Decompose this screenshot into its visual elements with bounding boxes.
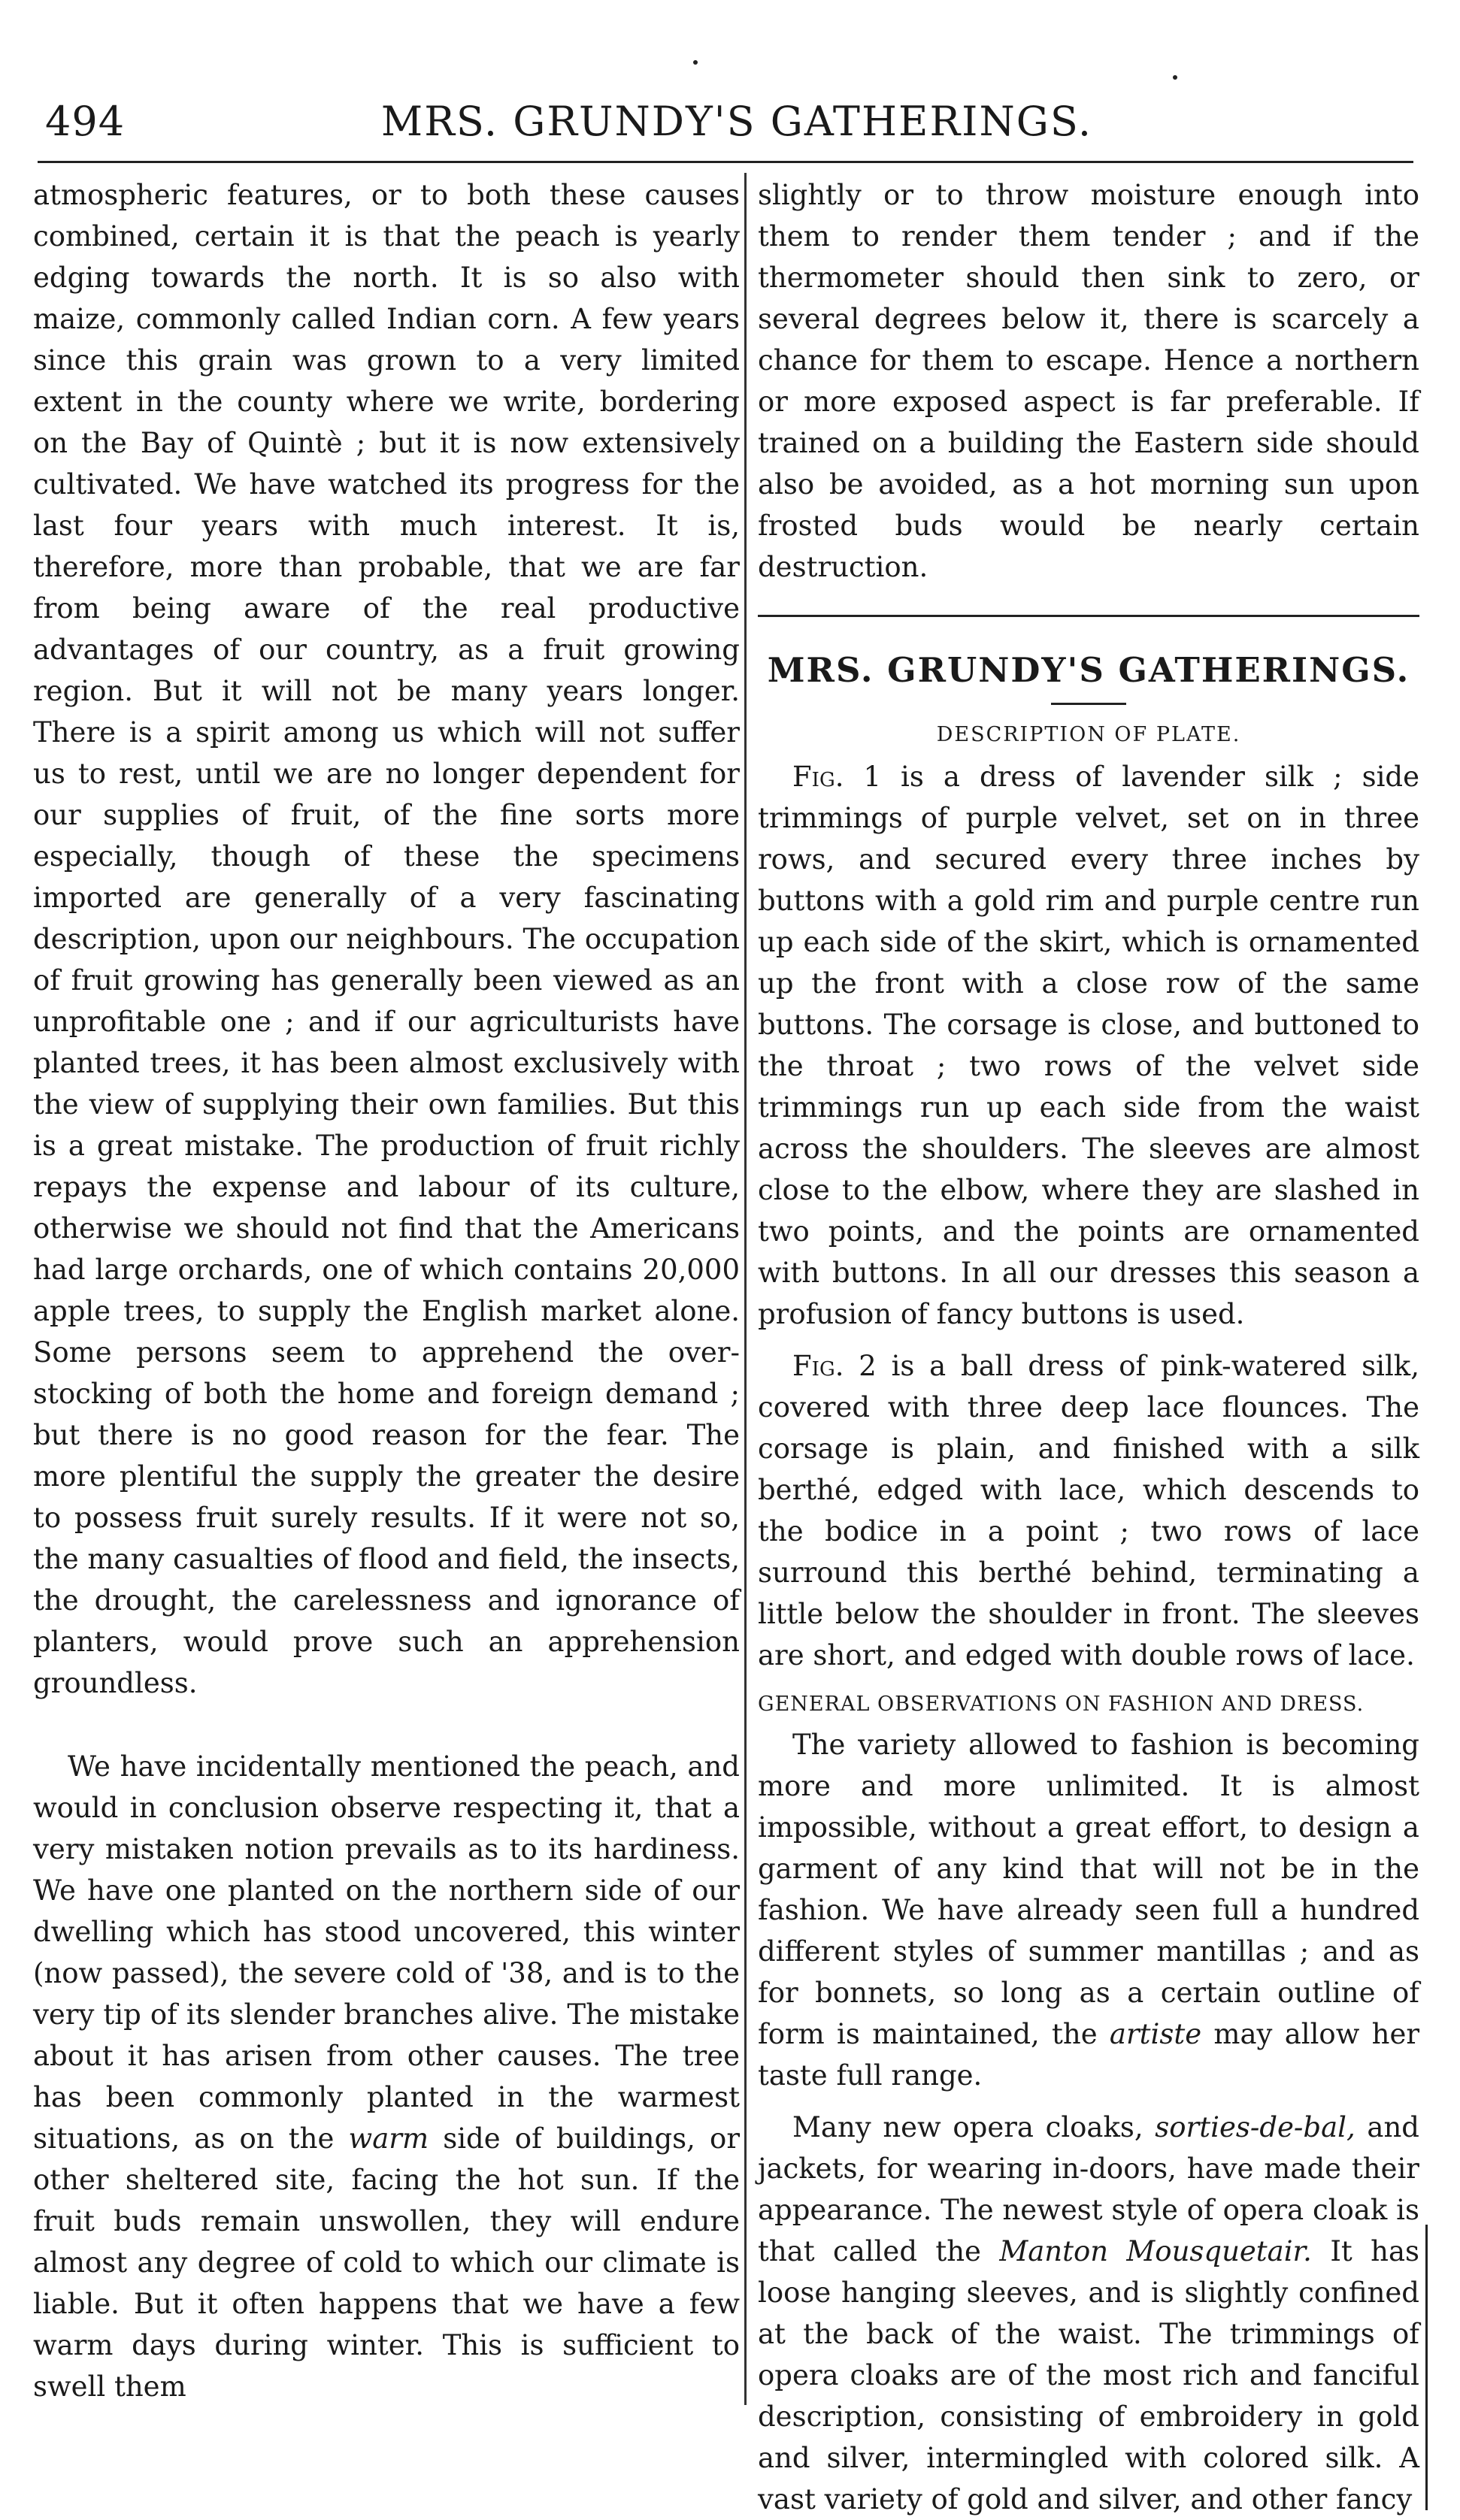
artiste-emphasis: artiste xyxy=(1109,2018,1202,2050)
plate-heading: DESCRIPTION OF PLATE. xyxy=(936,723,1241,746)
general-text-b: may allow her taste full range. xyxy=(758,2018,1420,2092)
paragraph-gap xyxy=(33,1704,740,1746)
running-head: MRS. GRUNDY'S GATHERINGS. xyxy=(380,98,1093,145)
page-number: 494 xyxy=(45,98,126,145)
paragraph-peach-hardiness xyxy=(33,1746,740,2407)
opera-text-a: Many new opera cloaks, xyxy=(792,2111,1143,2143)
column-divider xyxy=(744,173,747,2405)
page-header xyxy=(30,98,1443,158)
general-observations-heading: GENERAL OBSERVATIONS ON FASHION AND DRESS. xyxy=(758,1693,1365,1716)
section-title: MRS. GRUNDY'S GATHERINGS. xyxy=(767,650,1410,690)
fig-1-text: is a dress of lavender silk ; side trimmings of purple velvet, set on in three rows, and secured every three inches by buttons with a gold rim and purple centre run up each side of the skirt, which is ornamented up the front with a close row of the same buttons. The corsage is close, and buttoned to the throat ; two rows of the velvet side trimmings run up each side from the waist across the shoulders. The sleeves are almost close to the elbow, where they are slashed in two points, and the points are ornamented with buttons. In all our dresses this season a profusion of fancy buttons is used. xyxy=(758,761,1419,1330)
paragraph-fruit-growing: atmospheric features, or to both these causes combined, certain it is that the peach is yearly edging towards the north. It is so also with maize, commonly called Indian corn. A few years since this grain was grown to a very limited extent in the county where we write, bordering on the Bay of Quintè ; but it is now extensively cultivated. We have watched its progress for the last four years with much interest. It is, therefore, more than probable, that we are far from being aware of the real productive advantages of our country, as a fruit growing region. But it will not be many years longer. There is a spirit among us which will not suffer us to rest, until we are no longer dependent for our supplies of fruit, of the fine sorts more especially, though of these the specimens imported are generally of a very fascinating description, upon our neighbours. The occupation of fruit growing has generally been viewed as an unprofitable one ; and if our agriculturists have planted trees, it has been almost exclusively with the view of supplying their own families. But this is a great mistake. The production of fruit richly repays the expense and labour of its culture, otherwise we should not find that the Americans had large orchards, one of which contains 20,000 apple trees, to supply the English market alone. Some persons seem to apprehend the over-stocking of both the home and foreign demand ; but there is no good reason for the fear. The more plentiful the supply the greater the desire to possess fruit surely results. If it were not so, the many casualties of flood and field, the insects, the drought, the carelessness and ignorance of planters, would prove such an apprehension groundless. xyxy=(33,179,740,1699)
section-rule xyxy=(758,615,1419,617)
paragraph-continuation: slightly or to throw moisture enough into them to render them tender ; and if the thermometer should then sink to zero, or several degrees below it, there is scarcely a chance for them to escape. Hence a northern or more exposed aspect is far preferable. If trained on a building the Eastern side should also be avoided, as a hot morning sun upon frosted buds would be nearly certain destruction. xyxy=(758,179,1419,583)
fig-2-label: Fig. 2 xyxy=(792,1350,877,1382)
margin-rule xyxy=(1425,2225,1428,2510)
general-text-a: The variety allowed to fashion is becoming more and more unlimited. It is almost impossible, without a great effort, to design a garment of any kind that will not be in the fashion. We have already seen full a hundred different styles of summer mantillas ; and as for bonnets, so long as a certain outline of form is maintained, the xyxy=(758,1729,1419,2050)
paragraph-fig-1 xyxy=(758,756,1419,1335)
sorties-emphasis: sorties-de-bal, xyxy=(1155,2111,1355,2143)
header-rule xyxy=(38,161,1413,163)
fig-2-text: is a ball dress of pink-watered silk, covered with three deep lace flounces. The corsage is plain, and finished with a silk berthé, edged with lace, which descends to the bodice in a point ; two rows of lace surround this berthé behind, terminating a little below the shoulder in front. The sleeves are short, and edged with double rows of lace. xyxy=(758,1350,1419,1671)
paragraph-general xyxy=(758,1724,1419,2096)
title-underline xyxy=(1051,703,1126,705)
paragraph-fig-2 xyxy=(758,1345,1419,1676)
paragraph-opera-cloaks xyxy=(758,2107,1419,2520)
opera-text-b: and jackets, for wearing in-doors, have made their appearance. The newest style of opera cloak is that called the xyxy=(758,2111,1419,2267)
left-column xyxy=(33,174,740,2407)
peach-text-a: We have incidentally mentioned the peach, and would in conclusion observe respecting it, that a very mistaken notion prevails as to its hardiness. We have one planted on the northern side of our dwelling which has stood uncovered, this winter (now passed), the severe cold of '38, and is to the very tip of its slender branches alive. The mistake about it has arisen from other causes. The tree has been commonly planted in the warmest situations, as on the xyxy=(33,1750,740,2155)
peach-text-b: side of buildings, or other sheltered site, facing the hot sun. If the fruit buds remain unswollen, they will endure almost any degree of cold to which our climate is liable. But it often happens that we have a few warm days during winter. This is sufficient to swell them xyxy=(33,2122,741,2403)
right-column xyxy=(758,174,1419,2520)
warm-emphasis: warm xyxy=(348,2122,429,2155)
manton-emphasis: Manton Mousquetair. xyxy=(999,2235,1312,2267)
fig-1-label: Fig. 1 xyxy=(792,761,882,793)
opera-text-c: It has loose hanging sleeves, and is slightly confined at the back of the waist. The trimmings of opera cloaks are of the most rich and fanciful description, consisting of embroidery in gold and silver, intermingled with colored silk. A vast variety of gold and silver, and other fancy xyxy=(758,2235,1420,2515)
